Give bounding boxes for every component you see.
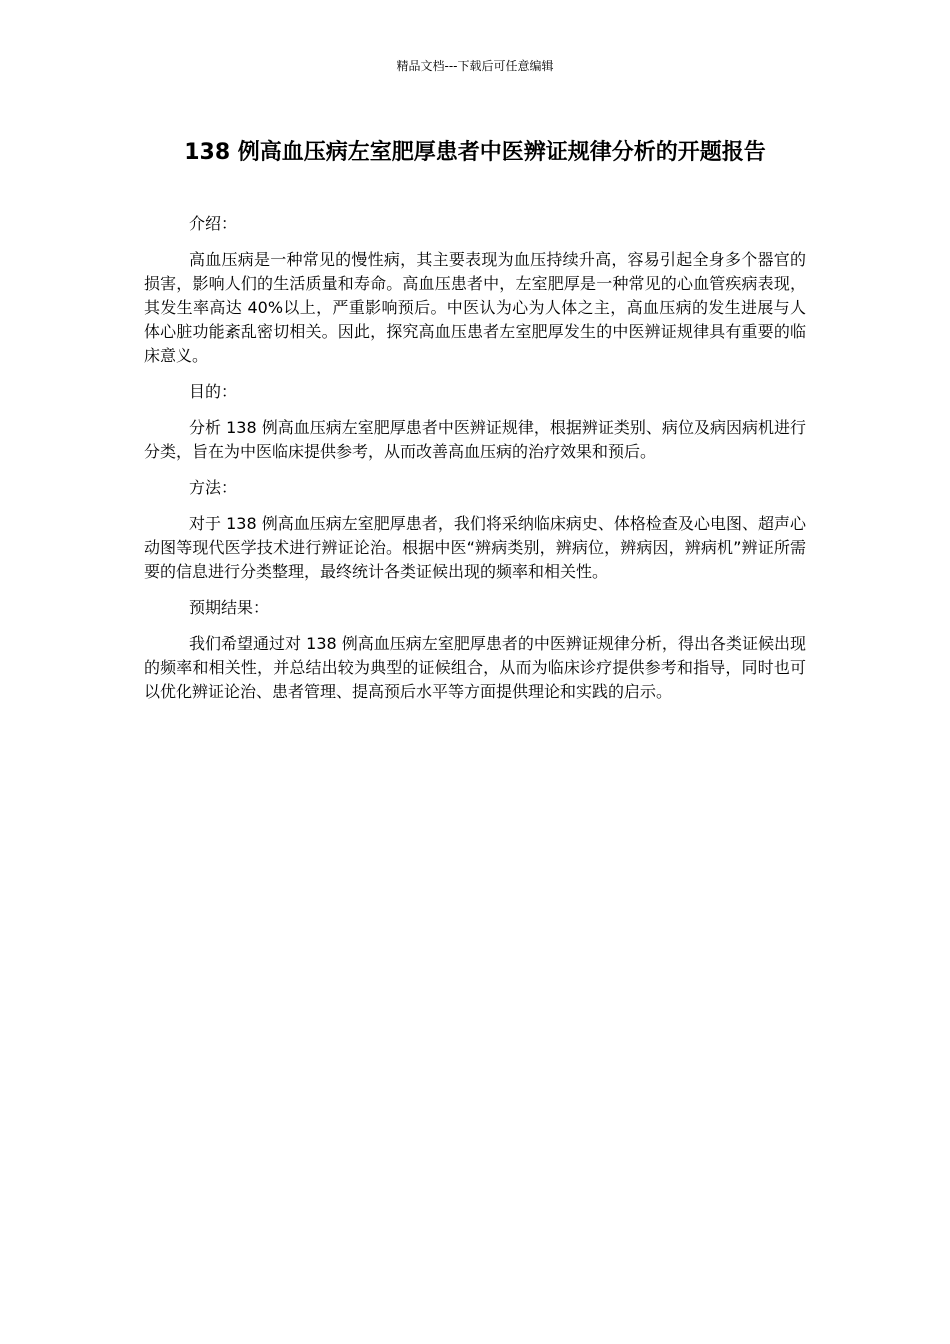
section-heading-objective: 目的： bbox=[189, 382, 238, 401]
document-title: 138 例高血压病左室肥厚患者中医辨证规律分析的开题报告 bbox=[184, 140, 766, 165]
section-body-objective: 分析 138 例高血压病左室肥厚患者中医辨证规律，根据辨证类别、病位及病因病机进行分类，旨在为中医临床提供参考，从而改善高血压病的治疗效果和预后。 bbox=[144, 418, 806, 461]
document-body bbox=[144, 212, 806, 716]
section-heading-introduction: 介绍： bbox=[189, 214, 238, 233]
section-heading-expected-results: 预期结果： bbox=[189, 598, 270, 617]
section-body-methods: 对于 138 例高血压病左室肥厚患者，我们将采纳临床病史、体格检查及心电图、超声心动图等现代医学技术进行辨证论治。根据中医“辨病类别，辨病位，辨病因，辨病机”辨证所需要的信息进行分类整理，最终统计各类证候出现的频率和相关性。 bbox=[144, 514, 806, 581]
section-heading-methods: 方法： bbox=[189, 478, 238, 497]
section-body-expected-results: 我们希望通过对 138 例高血压病左室肥厚患者的中医辨证规律分析，得出各类证候出现的频率和相关性，并总结出较为典型的证候组合，从而为临床诊疗提供参考和指导，同时也可以优化辨证论治、患者管理、提高预后水平等方面提供理论和实践的启示。 bbox=[144, 634, 806, 701]
section-body-introduction: 高血压病是一种常见的慢性病，其主要表现为血压持续升高，容易引起全身多个器官的损害，影响人们的生活质量和寿命。高血压患者中，左室肥厚是一种常见的心血管疾病表现，其发生率高达 40%以上，严重影响预后。中医认为心为人体之主，高血压病的发生进展与人体心脏功能紊乱密切相关。因此，探究高血压患者左室肥厚发生的中医辨证规律具有重要的临床意义。 bbox=[144, 250, 806, 365]
header-note: 精品文档---下载后可任意编辑 bbox=[396, 59, 554, 73]
